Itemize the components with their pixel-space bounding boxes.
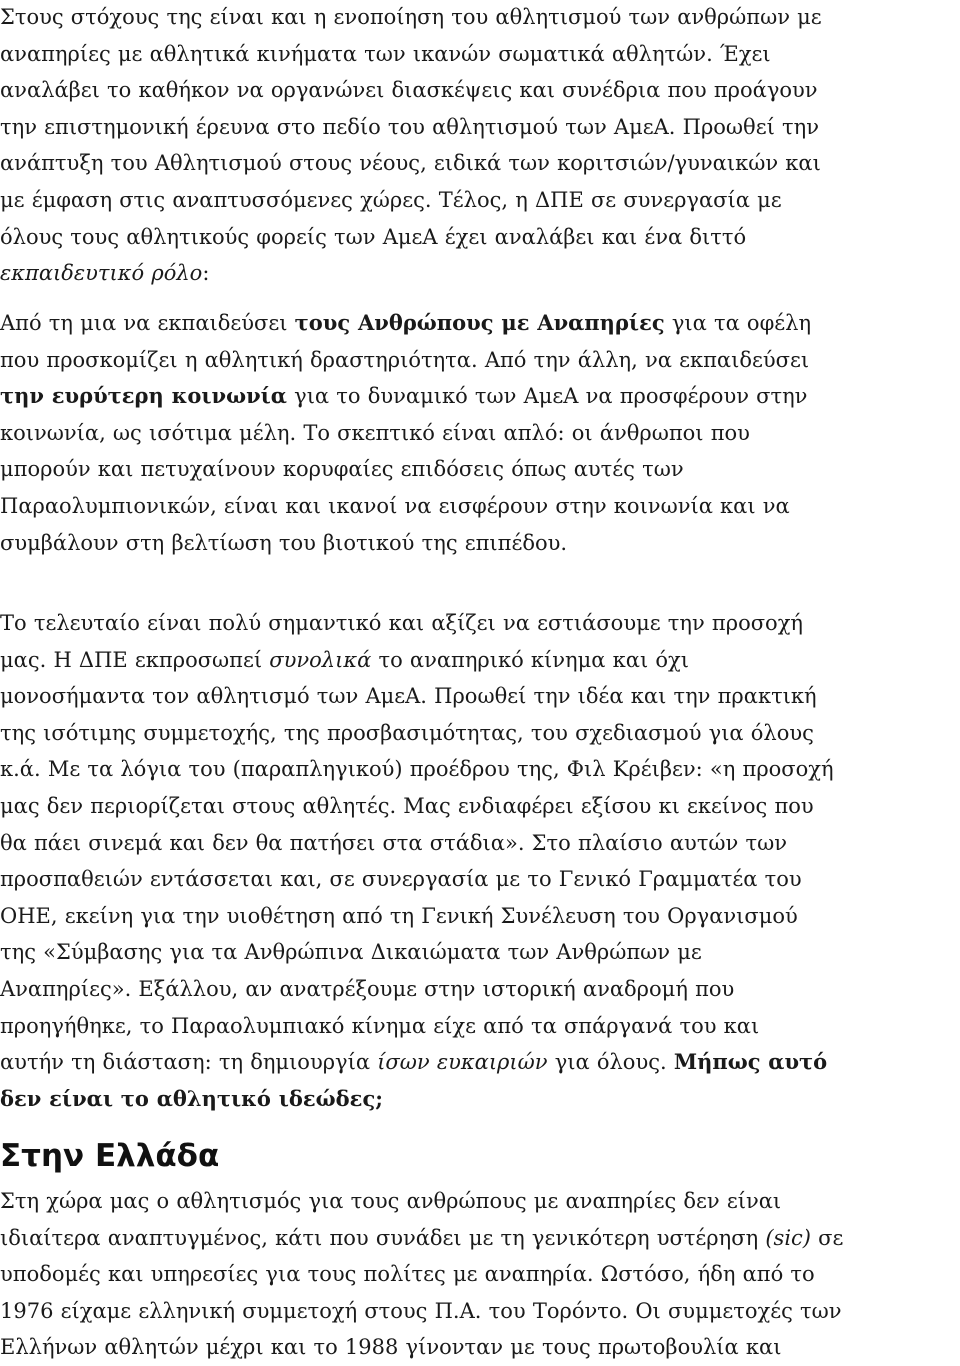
text-segment: για όλους. [547,1050,674,1075]
text-segment: Στη χώρα μας ο αθλητισμός για τους ανθρώπους με αναπηρίες δεν είναι ιδιαίτερα αναπτυγμένος, κάτι που συνάδει με τη γενικότερη υστέρηση [0,1189,782,1250]
text-segment: για τα οφέλη που προσκομίζει η αθλητική δραστηριότητα. Από την άλλη, να εκπαιδεύσει [0,311,812,372]
text-segment-bold: Μήπως αυτό δεν είναι το αθλητικό ιδεώδες; [0,1049,828,1111]
text-segment: σε υποδομές και υπηρεσίες για τους πολίτες με αναπηρία. Ωστόσο, ήδη από το 1976 είχαμε ελληνική συμμετοχή στους Π.Α. του Τορόντο. Οι συμμετοχές των Ελλήνων αθλητών μέχρι και το 1988 γίνονταν με τους πρωτοβουλία και [0,1225,844,1360]
section-heading: Στην Ελλάδα [0,1138,220,1174]
text-segment-italic: (sic) [765,1225,811,1250]
text-segment: Το τελευταίο είναι πολύ σημαντικό και αξίζει να εστιάσουμε την προσοχή μας. Η ΔΠΕ εκπροσωπεί [0,611,803,672]
paragraph-goals [0,0,960,292]
text-segment-bold: την ευρύτερη κοινωνία [0,383,287,409]
text-segment: Από τη μια να εκπαιδεύσει [0,311,295,335]
text-segment: το αναπηρικό κίνημα και όχι μονοσήμαντα τον αθλητισμό των ΑμεΑ. Προωθεί την ιδέα και την πρακτική της ισότιμης συμμετοχής, της προσβασιμότητας, του σχεδιασμού για όλους κ.ά. Με τα λόγια του (παραπληγικού) προέδρου της, Φιλ Κρέιβεν: «η προσοχή μας δεν περιορίζεται στους αθλητές. Μας ενδιαφέρει εξίσου κι εκείνος που θα πάει σινεμά και δεν θα πατήσει στα στάδια». Στο πλαίσιο αυτών των προσπαθειών εντάσσεται και, σε συνεργασία με το Γενικό Γραμματέα του ΟΗΕ, εκείνη για την υιοθέτηση από τη Γενική Συνέλευση του Οργανισμού της «Σύμβασης για τα Ανθρώπινα Δικαιώματα των Ανθρώπων με Αναπηρίες». Εξάλλου, αν ανατρέξουμε στην ιστορική αναδρομή που προηγήθηκε, το Παραολυμπιακό κίνημα είχε από τα σπάργανά του και αυτήν τη διάσταση: τη δημιουργία [0,647,834,1075]
text-segment-bold: τους Ανθρώπους με Αναπηρίες [294,310,665,335]
text-segment-italic: εκπαιδευτικό ρόλο [0,261,203,286]
text-segment-italic: συνολικά [269,647,372,672]
text-segment: Στους στόχους της είναι και η ενοποίηση του αθλητισμού των ανθρώπων με αναπηρίες με αθλητικά κινήματα των ικανών σωματικά αθλητών. Έχει αναλάβει το καθήκον να οργανώνει διασκέψεις και συνέδρια που προάγουν την επιστημονική έρευνα στο πεδίο του αθλητισμού των ΑμεΑ. Προωθεί την ανάπτυξη του Αθλητισμού στους νέους, ειδικά των κοριτσιών/γυναικών και με έμφαση στις αναπτυσσόμενες χώρες. Τέλος, η ΔΠΕ σε συνεργασία με όλους τους αθλητικούς φορείς των ΑμεΑ έχει αναλάβει και ένα διττό [0,5,822,249]
paragraph-representation [0,605,960,1117]
paragraph-education [0,305,960,561]
paragraph-greece [0,1183,960,1366]
text-segment: : [202,261,210,286]
text-segment-italic: ίσων ευκαιριών [377,1050,548,1075]
text-segment: για το δυναμικό των ΑμεΑ να προσφέρουν στην κοινωνία, ως ισότιμα μέλη. Το σκεπτικό είναι απλό: οι άνθρωποι που μπορούν και πετυχαίνουν κορυφαίες επιδόσεις όπως αυτές των Παραολυμπιονικών, είναι και ικανοί να εισφέρουν στην κοινωνία και να συμβάλουν στη βελτίωση του βιοτικού της επιπέδου. [0,384,808,555]
